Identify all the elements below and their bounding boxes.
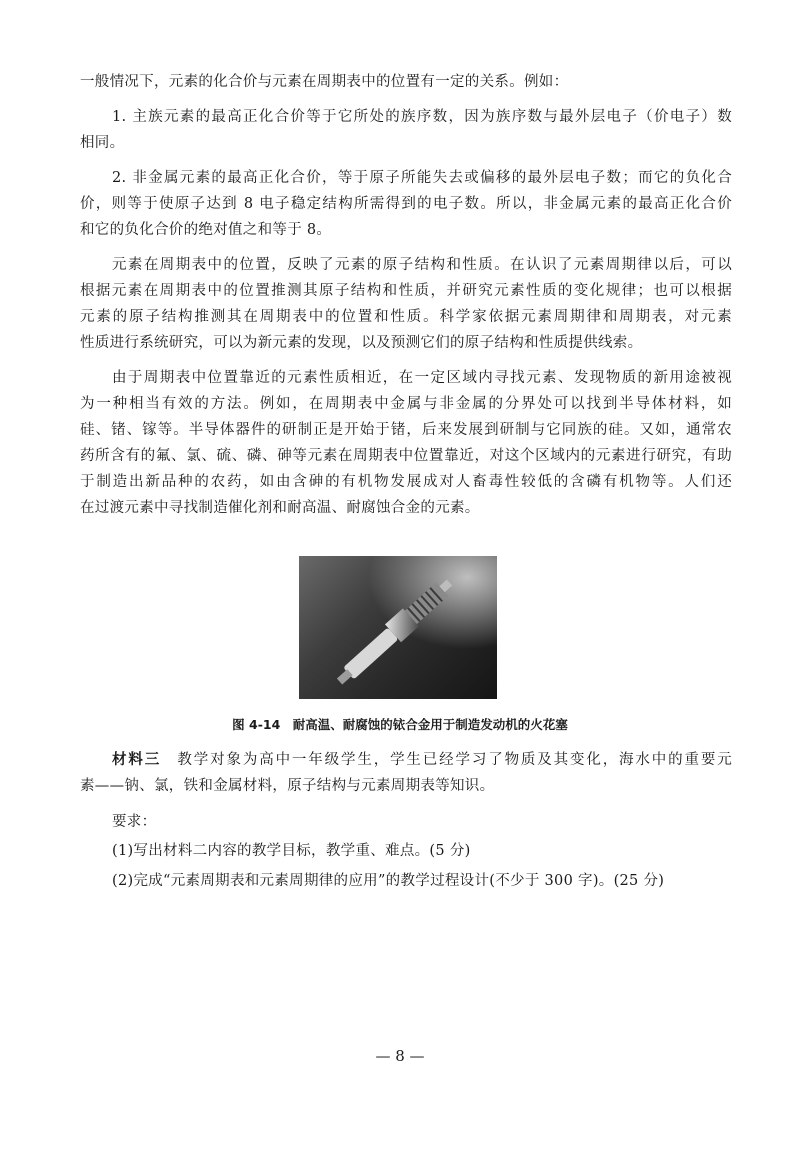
paragraph-search-line: 药所含有的氟、氯、硫、磷、砷等元素在周期表中位置靠近，对这个区域内的元素进行研究，有助 bbox=[80, 448, 732, 464]
rule-1-line: 相同。 bbox=[80, 135, 125, 151]
paragraph-search-line: 硅、锗、镓等。半导体器件的研制正是开始于锗，后来发展到研制与它同族的硅。又如，通常农 bbox=[80, 422, 732, 438]
rule-2-line: 和它的负化合价的绝对值之和等于 8。 bbox=[80, 222, 332, 238]
rule-2-line: 价，则等于使原子达到 8 电子稳定结构所需得到的电子数。所以，非金属元素的最高正化合价 bbox=[80, 196, 732, 212]
paragraph-position-line: 元素在周期表中的位置，反映了元素的原子结构和性质。在认识了元素周期律以后，可以 bbox=[112, 257, 732, 273]
paragraph-position-line: 元素的原子结构推测其在周期表中的位置和性质。科学家依据元素周期律和周期表，对元素 bbox=[80, 309, 732, 325]
paragraph-search-line: 于制造出新品种的农药，如由含砷的有机物发展成对人畜毒性较低的含磷有机物等。人们还 bbox=[80, 474, 732, 490]
paragraph-position-line: 根据元素在周期表中的位置推测其原子结构和性质，并研究元素性质的变化规律；也可以根据 bbox=[80, 283, 732, 299]
paragraph-search-line: 由于周期表中位置靠近的元素性质相近，在一定区域内寻找元素、发现物质的新用途被视 bbox=[112, 370, 732, 386]
paragraph-search-line: 在过渡元素中寻找制造催化剂和耐高温、耐腐蚀合金的元素。 bbox=[80, 500, 480, 516]
spark-plug-photo bbox=[299, 556, 497, 699]
paragraph-intro: 一般情况下，元素的化合价与元素在周期表中的位置有一定的关系。例如： bbox=[80, 74, 569, 90]
paragraph-position-line: 性质进行系统研究，可以为新元素的发现，以及预测它们的原子结构和性质提供线索。 bbox=[80, 335, 643, 351]
requirement-item: (1)写出材料二内容的教学目标，教学重、难点。(5 分) bbox=[112, 843, 471, 859]
material3-text: 教学对象为高中一年级学生，学生已经学习了物质及其变化，海水中的重要元 bbox=[161, 752, 732, 768]
page-number: — 8 — bbox=[375, 1047, 425, 1065]
rule-2-line: 2. 非金属元素的最高正化合价，等于原子所能失去或偏移的最外层电子数；而它的负化合 bbox=[112, 170, 732, 186]
requirement-item: (2)完成“元素周期表和元素周期律的应用”的教学过程设计(不少于 300 字)。(25 分) bbox=[112, 873, 665, 889]
paragraph-search-line: 为一种相当有效的方法。例如，在周期表中金属与非金属的分界处可以找到半导体材料，如 bbox=[80, 396, 732, 412]
figure-caption: 图 4-14 耐高温、耐腐蚀的铱合金用于制造发动机的火花塞 bbox=[232, 717, 568, 732]
rule-1-line: 1. 主族元素的最高正化合价等于它所处的族序数，因为族序数与最外层电子（价电子）数 bbox=[112, 109, 732, 125]
material3-line bbox=[112, 750, 732, 770]
material3-label: 材料三 bbox=[112, 752, 162, 768]
material3-line: 素——钠、氯，铁和金属材料，原子结构与元素周期表等知识。 bbox=[80, 778, 495, 794]
requirements-heading: 要求： bbox=[112, 814, 157, 830]
